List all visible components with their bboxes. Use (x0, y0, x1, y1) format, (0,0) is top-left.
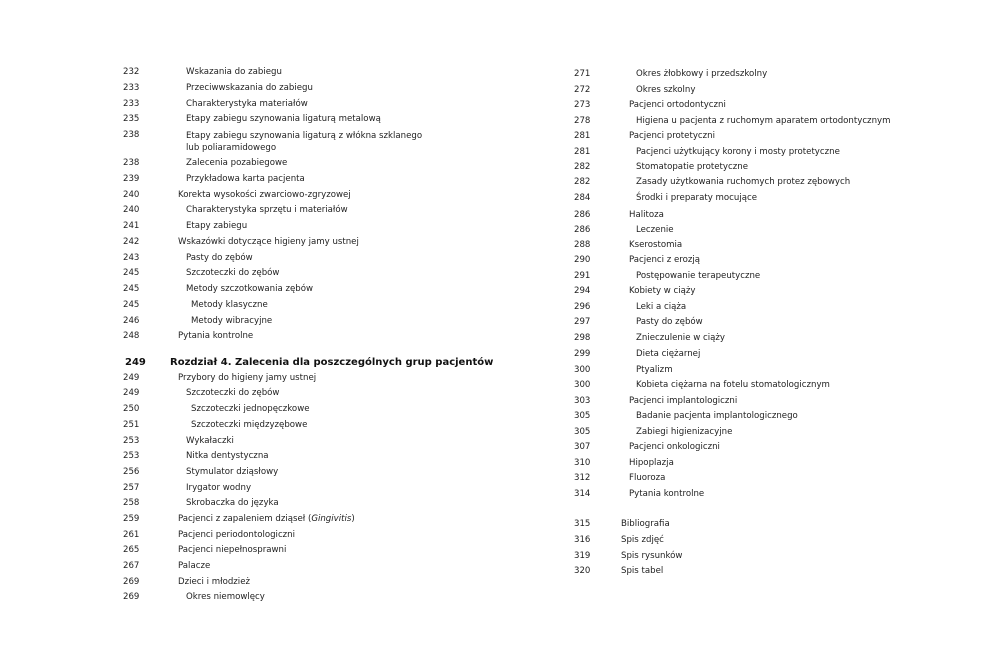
toc-page-number: 240 (123, 205, 140, 215)
toc-page-number: 249 (123, 388, 140, 398)
toc-entry-text: Irygator wodny (186, 483, 252, 493)
toc-entry-text: Zasady użytkowania ruchomych protez zębowych (636, 177, 851, 187)
toc-page-number: 315 (574, 519, 591, 529)
toc-entry-text: Halitoza (629, 210, 664, 220)
toc-entry-text: Szczoteczki międzyzębowe (191, 420, 308, 430)
toc-entry-text: Pasty do zębów (186, 253, 253, 263)
toc-page-number: 320 (574, 566, 591, 576)
toc-entry-text: Leczenie (636, 225, 674, 235)
toc-entry-title (636, 302, 686, 313)
toc-page-number: 243 (123, 253, 140, 263)
toc-entry-title (629, 286, 696, 297)
toc-page-number: 269 (123, 592, 140, 602)
toc-page-number: 251 (123, 420, 140, 430)
toc-entry-text: Szczoteczki do zębów (186, 268, 280, 278)
toc-page-number: 286 (574, 210, 591, 220)
toc-entry-text: Okres szkolny (636, 85, 696, 95)
toc-page-number: 235 (123, 114, 140, 124)
toc-entry-text: Kobieta ciężarna na fotelu stomatologicznym (636, 380, 830, 390)
toc-entry-continuation: lub poliaramidowego (186, 143, 277, 153)
toc-entry-text: Pacjenci periodontologiczni (178, 530, 296, 540)
toc-page-number: 242 (123, 237, 140, 247)
toc-entry-text: Wskazówki dotyczące higieny jamy ustnej (178, 237, 359, 247)
toc-entry-title (636, 333, 725, 344)
toc-entry-text: Wykałaczki (186, 436, 234, 446)
toc-entry-text: Spis zdjęć (621, 535, 664, 545)
toc-entry-title (636, 427, 732, 438)
toc-page-number: 232 (123, 67, 140, 77)
toc-entry-text: Dzieci i młodzież (178, 577, 250, 587)
toc-entry-text: Stomatopatie protetyczne (636, 162, 748, 172)
toc-entry-title (629, 489, 704, 500)
toc-page-number: 233 (123, 83, 140, 93)
toc-entry-text: Higiena u pacjenta z ruchomym aparatem ortodontycznym (636, 116, 891, 126)
toc-entry-text: Zabiegi higienizacyjne (636, 427, 733, 437)
toc-entry-text: Dieta ciężarnej (636, 349, 701, 359)
toc-entry-text: Szczoteczki jednopęczkowe (191, 404, 310, 414)
toc-entry-title (636, 411, 798, 422)
toc-entry-text: Wskazania do zabiegu (186, 67, 282, 77)
toc-entry-text: Badanie pacjenta implantologicznego (636, 411, 798, 421)
toc-entry-text: Okres niemowlęcy (186, 592, 265, 602)
toc-entry-text: Pacjenci z zapaleniem dziąseł ( (178, 514, 312, 524)
toc-page-number: 296 (574, 302, 591, 312)
toc-page-number: 294 (574, 286, 591, 296)
toc-page-number: 259 (123, 514, 140, 524)
toc-page-number: 297 (574, 317, 591, 327)
toc-page-number: 249 (123, 373, 140, 383)
toc-entry-title (636, 271, 760, 282)
toc-page-number: 299 (574, 349, 591, 359)
toc-entry-text: Metody klasyczne (191, 300, 268, 310)
toc-page-number: 249 (125, 357, 146, 368)
toc-entry-title (636, 349, 700, 360)
toc-page-number: 245 (123, 268, 140, 278)
toc-page-number: 269 (123, 577, 140, 587)
toc-page-number: 303 (574, 396, 591, 406)
toc-entry-text: Spis rysunków (621, 551, 683, 561)
toc-entry-italic-term: Gingivitis (311, 514, 352, 524)
toc-entry-text: Środki i preparaty mocujące (636, 193, 757, 203)
toc-entry-text: Pytania kontrolne (178, 331, 254, 341)
toc-entry-text: Palacze (178, 561, 211, 571)
toc-entry-title (629, 458, 674, 469)
toc-entry-title (629, 442, 720, 453)
toc-entry-text: Korekta wysokości zwarciowo-zgryzowej (178, 190, 351, 200)
toc-entry-title (636, 225, 674, 236)
toc-page-number: 233 (123, 99, 140, 109)
toc-entry-text: Skrobaczka do języka (186, 498, 279, 508)
toc-entry-title (636, 380, 830, 391)
toc-page-number: 245 (123, 300, 140, 310)
toc-entry-title (636, 85, 695, 96)
toc-page-number: 312 (574, 473, 591, 483)
toc-entry-text: Kobiety w ciąży (629, 286, 696, 296)
toc-page-number: 246 (123, 316, 140, 326)
toc-page-number: 257 (123, 483, 140, 493)
toc-entry-text: Pacjenci onkologiczni (629, 442, 720, 452)
toc-page-number: 253 (123, 436, 140, 446)
toc-entry-text: Hipoplazja (629, 458, 674, 468)
toc-page-number: 298 (574, 333, 591, 343)
toc-entry-title (629, 210, 664, 221)
toc-page-number: 256 (123, 467, 140, 477)
toc-entry-title (636, 147, 840, 158)
toc-page-number: 273 (574, 100, 591, 110)
toc-entry-text: Pasty do zębów (636, 317, 703, 327)
toc-entry-title (636, 116, 890, 127)
toc-page-number: 291 (574, 271, 591, 281)
toc-entry-text: Szczoteczki do zębów (186, 388, 280, 398)
toc-page-number: 281 (574, 131, 591, 141)
toc-entry-title (636, 193, 757, 204)
toc-page-number: 271 (574, 69, 591, 79)
toc-page-number: 281 (574, 147, 591, 157)
toc-page-number: 278 (574, 116, 591, 126)
toc-entry-text: Znieczulenie w ciąży (636, 333, 725, 343)
toc-entry-text: Przeciwwskazania do zabiegu (186, 83, 313, 93)
toc-entry-text: Nitka dentystyczna (186, 451, 269, 461)
toc-page-number: 282 (574, 177, 591, 187)
toc-entry-title (621, 519, 670, 530)
toc-page-number: 305 (574, 411, 591, 421)
toc-entry-text: Pacjenci użytkujący korony i mosty protetyczne (636, 147, 840, 157)
toc-page-number: 239 (123, 174, 140, 184)
toc-entry-title (629, 240, 682, 251)
toc-page-number: 241 (123, 221, 140, 231)
toc-page-number: 265 (123, 545, 140, 555)
toc-entry-text: Pacjenci z erozją (629, 255, 701, 265)
toc-page-number: 238 (123, 130, 140, 140)
toc-page-number: 250 (123, 404, 140, 414)
toc-page-number: 253 (123, 451, 140, 461)
toc-entry-text: Pacjenci implantologiczni (629, 396, 738, 406)
toc-entry-text: Kserostomia (629, 240, 683, 250)
toc-page-number: 248 (123, 331, 140, 341)
toc-entry-title (636, 177, 850, 188)
toc-entry-title (636, 69, 767, 80)
toc-entry-text: Spis tabel (621, 566, 664, 576)
toc-entry-title (621, 551, 682, 562)
toc-entry-text: Przykładowa karta pacjenta (186, 174, 305, 184)
toc-entry-text: Okres żłobkowy i przedszkolny (636, 69, 768, 79)
toc-page-number: 261 (123, 530, 140, 540)
toc-page-number: 314 (574, 489, 591, 499)
toc-entry-title (636, 317, 703, 328)
toc-page-number: 267 (123, 561, 140, 571)
toc-entry-title (629, 473, 665, 484)
toc-entry-title (636, 162, 748, 173)
toc-entry-text: Etapy zabiegu szynowania ligaturą z włókna szklanego (186, 131, 423, 141)
toc-page-number: 240 (123, 190, 140, 200)
toc-page-number: 258 (123, 498, 140, 508)
toc-entry-title (621, 566, 663, 577)
toc-page-number: 300 (574, 365, 591, 375)
toc-page-number: 284 (574, 193, 591, 203)
toc-page-number: 305 (574, 427, 591, 437)
toc-page-number: 245 (123, 284, 140, 294)
toc-entry-text: Zalecenia pozabiegowe (186, 158, 288, 168)
toc-entry-title (629, 255, 700, 266)
toc-entry-title (629, 131, 715, 142)
toc-entry-text: Pacjenci niepełnosprawni (178, 545, 287, 555)
toc-page-number: 300 (574, 380, 591, 390)
toc-entry-text: Bibliografia (621, 519, 670, 529)
toc-entry-title (621, 535, 664, 546)
toc-entry-text: Pytania kontrolne (629, 489, 705, 499)
toc-entry-text: Ptyalizm (636, 365, 673, 375)
toc-entry-text: Stymulator dziąsłowy (186, 467, 279, 477)
toc-page-number: 272 (574, 85, 591, 95)
toc-entry-text: Metody wibracyjne (191, 316, 273, 326)
toc-page-number: 307 (574, 442, 591, 452)
toc-page-number: 290 (574, 255, 591, 265)
toc-entry-title (636, 365, 673, 376)
toc-entry-text: Etapy zabiegu (186, 221, 248, 231)
toc-entry-text: Fluoroza (629, 473, 666, 483)
toc-page-number: 238 (123, 158, 140, 168)
toc-page-number: 316 (574, 535, 591, 545)
toc-page-number: 282 (574, 162, 591, 172)
toc-entry-text: Etapy zabiegu szynowania ligaturą metalową (186, 114, 381, 124)
toc-entry-title (629, 396, 737, 407)
toc-page-number: 286 (574, 225, 591, 235)
toc-entry-text: Pacjenci ortodontyczni (629, 100, 726, 110)
toc-entry-text: Charakterystyka sprzętu i materiałów (186, 205, 348, 215)
toc-entry-title (629, 100, 726, 111)
toc-entry-text: Metody szczotkowania zębów (186, 284, 314, 294)
toc-entry-text: Pacjenci protetyczni (629, 131, 715, 141)
toc-page-number: 310 (574, 458, 591, 468)
toc-entry-text: Charakterystyka materiałów (186, 99, 308, 109)
toc-entry-text: Rozdział 4. Zalecenia dla poszczególnych grup pacjentów (170, 357, 494, 368)
toc-page-number: 288 (574, 240, 591, 250)
toc-entry-text: Leki a ciąża (636, 302, 687, 312)
toc-page-number: 319 (574, 551, 591, 561)
toc-entry-suffix: ) (351, 514, 355, 524)
toc-entry-text: Postępowanie terapeutyczne (636, 271, 761, 281)
toc-entry-text: Przybory do higieny jamy ustnej (178, 373, 317, 383)
